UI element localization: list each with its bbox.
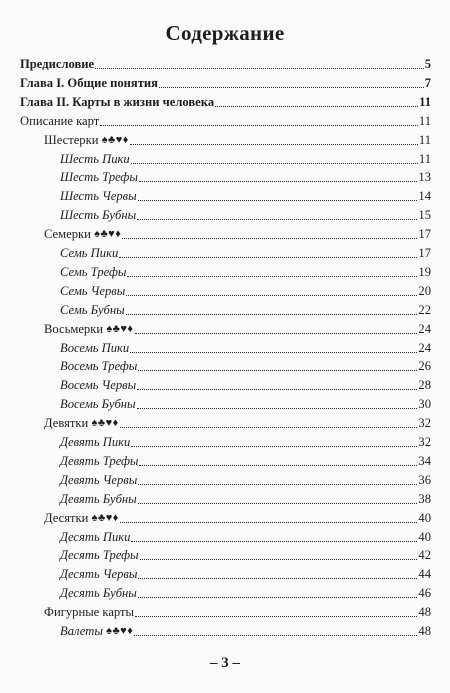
toc-entry-title: Описание карт <box>20 113 100 128</box>
dot-leader <box>120 427 418 428</box>
toc-entry-title: Десять Червы <box>60 567 138 582</box>
dot-leader <box>120 522 418 523</box>
dot-leader <box>137 219 417 220</box>
dot-leader <box>126 295 417 296</box>
toc-entry[interactable] <box>60 433 431 450</box>
toc-entry[interactable] <box>20 55 431 72</box>
toc-entry-title: Восемь Трефы <box>60 359 138 374</box>
card-suits-icon: ♠♣♥♦ <box>98 133 129 146</box>
toc-entry-title: Восемь Бубны <box>60 397 136 412</box>
toc-entry-page: 5 <box>424 57 431 71</box>
toc-entry-page: 48 <box>418 624 431 638</box>
toc-entry-page: 11 <box>418 132 431 147</box>
toc-entry[interactable] <box>60 357 431 374</box>
toc-entry-page: 14 <box>418 189 431 204</box>
toc-entry-page: 24 <box>418 340 431 355</box>
toc-entry[interactable] <box>60 490 431 507</box>
dot-leader <box>135 333 418 334</box>
toc-entry-page: 11 <box>418 113 431 128</box>
toc-entry-title: Шесть Пики <box>60 151 130 166</box>
toc-entry-title: Восьмерки <box>44 321 104 336</box>
toc-entry-title: Предисловие <box>20 57 95 71</box>
toc-entry-page: 11 <box>418 151 431 166</box>
toc-entry-title: Семь Трефы <box>60 264 127 279</box>
toc-entry-title: Девять Бубны <box>60 491 137 506</box>
toc-entry[interactable] <box>20 93 431 110</box>
dot-leader <box>131 163 418 164</box>
toc-entry-page: 40 <box>418 529 431 544</box>
dot-leader <box>140 559 418 560</box>
toc-entry-page: 13 <box>418 170 431 185</box>
toc-entry-title: Девять Пики <box>60 435 131 449</box>
dot-leader <box>138 503 418 504</box>
toc-entry-title: Глава II. Карты в жизни человека <box>20 94 215 109</box>
toc-entry[interactable] <box>60 528 431 545</box>
dot-leader <box>122 238 417 239</box>
toc-entry[interactable] <box>60 187 431 204</box>
toc-entry[interactable] <box>60 244 431 261</box>
toc-entry-page: 46 <box>418 586 431 601</box>
toc-entry-title: Шесть Трефы <box>60 170 138 185</box>
toc-entry[interactable] <box>60 395 431 412</box>
toc-entry-page: 32 <box>418 416 431 431</box>
dot-leader <box>137 389 417 390</box>
dot-leader <box>138 370 417 371</box>
toc-entry-page: 20 <box>418 283 431 298</box>
dot-leader <box>215 106 418 107</box>
toc-entry[interactable] <box>60 565 431 582</box>
toc-entry-title: Десятки <box>44 510 89 525</box>
toc-entry-title: Восемь Пики <box>60 340 130 355</box>
dot-leader <box>95 68 424 69</box>
toc-entry-page: 48 <box>418 605 431 620</box>
toc-entry-page: 40 <box>418 510 431 525</box>
toc-entry-page: 24 <box>418 321 431 336</box>
card-suits-icon: ♠♣♥♦ <box>103 322 134 335</box>
card-suits-icon: ♠♣♥♦ <box>102 625 134 637</box>
toc-entry-page: 44 <box>418 567 431 582</box>
toc-entry-title: Фигурные карты <box>44 605 135 620</box>
toc-entry-title: Валеты <box>60 624 103 638</box>
toc-entry[interactable] <box>44 414 431 431</box>
dot-leader <box>139 181 418 182</box>
toc-entry-page: 38 <box>418 491 431 506</box>
toc-entry-title: Десять Бубны <box>60 586 137 601</box>
toc-entry-page: 7 <box>424 75 431 90</box>
toc-entry-page: 28 <box>418 378 431 393</box>
toc-entry-title: Семь Пики <box>60 246 119 260</box>
toc-entry-page: 34 <box>418 453 431 468</box>
toc-entry[interactable] <box>44 131 431 148</box>
toc-entry-page: 19 <box>418 264 431 279</box>
card-suits-icon: ♠♣♥♦ <box>90 228 122 241</box>
dot-leader <box>126 314 418 315</box>
toc-entry-title: Семь Червы <box>60 283 126 298</box>
dot-leader <box>127 276 417 277</box>
toc-entry[interactable] <box>60 546 431 563</box>
toc-entry[interactable] <box>60 584 431 601</box>
toc-entry[interactable] <box>60 150 431 167</box>
dot-leader <box>100 125 418 126</box>
toc-entry-page: 42 <box>418 548 431 563</box>
dot-leader <box>131 541 417 542</box>
toc-entry-title: Глава I. Общие понятия <box>20 75 158 90</box>
toc-entry[interactable] <box>60 622 431 639</box>
toc-entry-page: 32 <box>418 435 431 449</box>
page-number: – 3 – <box>210 655 240 671</box>
toc-entry-page: 36 <box>418 472 431 487</box>
dot-leader <box>130 352 417 353</box>
toc-entry-title: Девять Трефы <box>60 453 139 468</box>
toc-entry-page: 26 <box>418 359 431 374</box>
dot-leader <box>134 635 417 636</box>
toc-entry-title: Девятки <box>44 416 89 431</box>
toc-entry[interactable] <box>60 339 431 356</box>
toc-entry-page: 17 <box>418 227 431 242</box>
toc-entry-title: Шестерки <box>44 132 99 147</box>
toc-entry[interactable] <box>60 301 431 318</box>
dot-leader <box>138 597 418 598</box>
toc-entry-title: Семерки <box>44 227 91 242</box>
toc-entry-title: Десять Трефы <box>60 548 139 563</box>
dot-leader <box>138 200 418 201</box>
toc-entry[interactable] <box>60 376 431 393</box>
dot-leader <box>139 465 417 466</box>
toc-entry[interactable] <box>44 225 431 242</box>
toc-entry-page: 15 <box>418 208 431 223</box>
toc-entry-title: Девять Червы <box>60 472 138 487</box>
toc-entry-title: Шесть Червы <box>60 189 137 204</box>
toc-entry[interactable] <box>60 471 431 488</box>
toc-entry-page: 11 <box>419 94 431 109</box>
toc-entry[interactable] <box>60 282 431 299</box>
toc-entry[interactable] <box>60 263 431 280</box>
toc-entry-page: 30 <box>418 397 431 412</box>
dot-leader <box>131 446 417 447</box>
dot-leader <box>130 144 418 145</box>
dot-leader <box>138 578 417 579</box>
dot-leader <box>138 484 417 485</box>
toc-entry-page: 22 <box>418 302 431 317</box>
toc-entry[interactable] <box>44 603 431 620</box>
toc-entry[interactable] <box>60 452 431 469</box>
toc-entry[interactable] <box>44 320 431 337</box>
toc-entry-title: Десять Пики <box>60 529 131 544</box>
toc-entry-title: Шесть Бубны <box>60 208 137 223</box>
card-suits-icon: ♠♣♥♦ <box>88 511 119 524</box>
dot-leader <box>137 408 418 409</box>
card-suits-icon: ♠♣♥♦ <box>88 417 119 430</box>
toc-entry[interactable] <box>44 509 431 526</box>
toc-entry[interactable] <box>20 112 431 129</box>
dot-leader <box>119 257 417 258</box>
toc-entry-title: Восемь Червы <box>60 378 137 393</box>
page-title: Содержание <box>165 21 285 45</box>
toc-entry[interactable] <box>60 206 431 223</box>
dot-leader <box>135 616 417 617</box>
toc-entry-page: 17 <box>418 246 431 260</box>
toc-entry-title: Семь Бубны <box>60 302 125 317</box>
toc-entry[interactable] <box>20 74 431 91</box>
toc-entry[interactable] <box>60 168 431 185</box>
dot-leader <box>159 87 424 88</box>
